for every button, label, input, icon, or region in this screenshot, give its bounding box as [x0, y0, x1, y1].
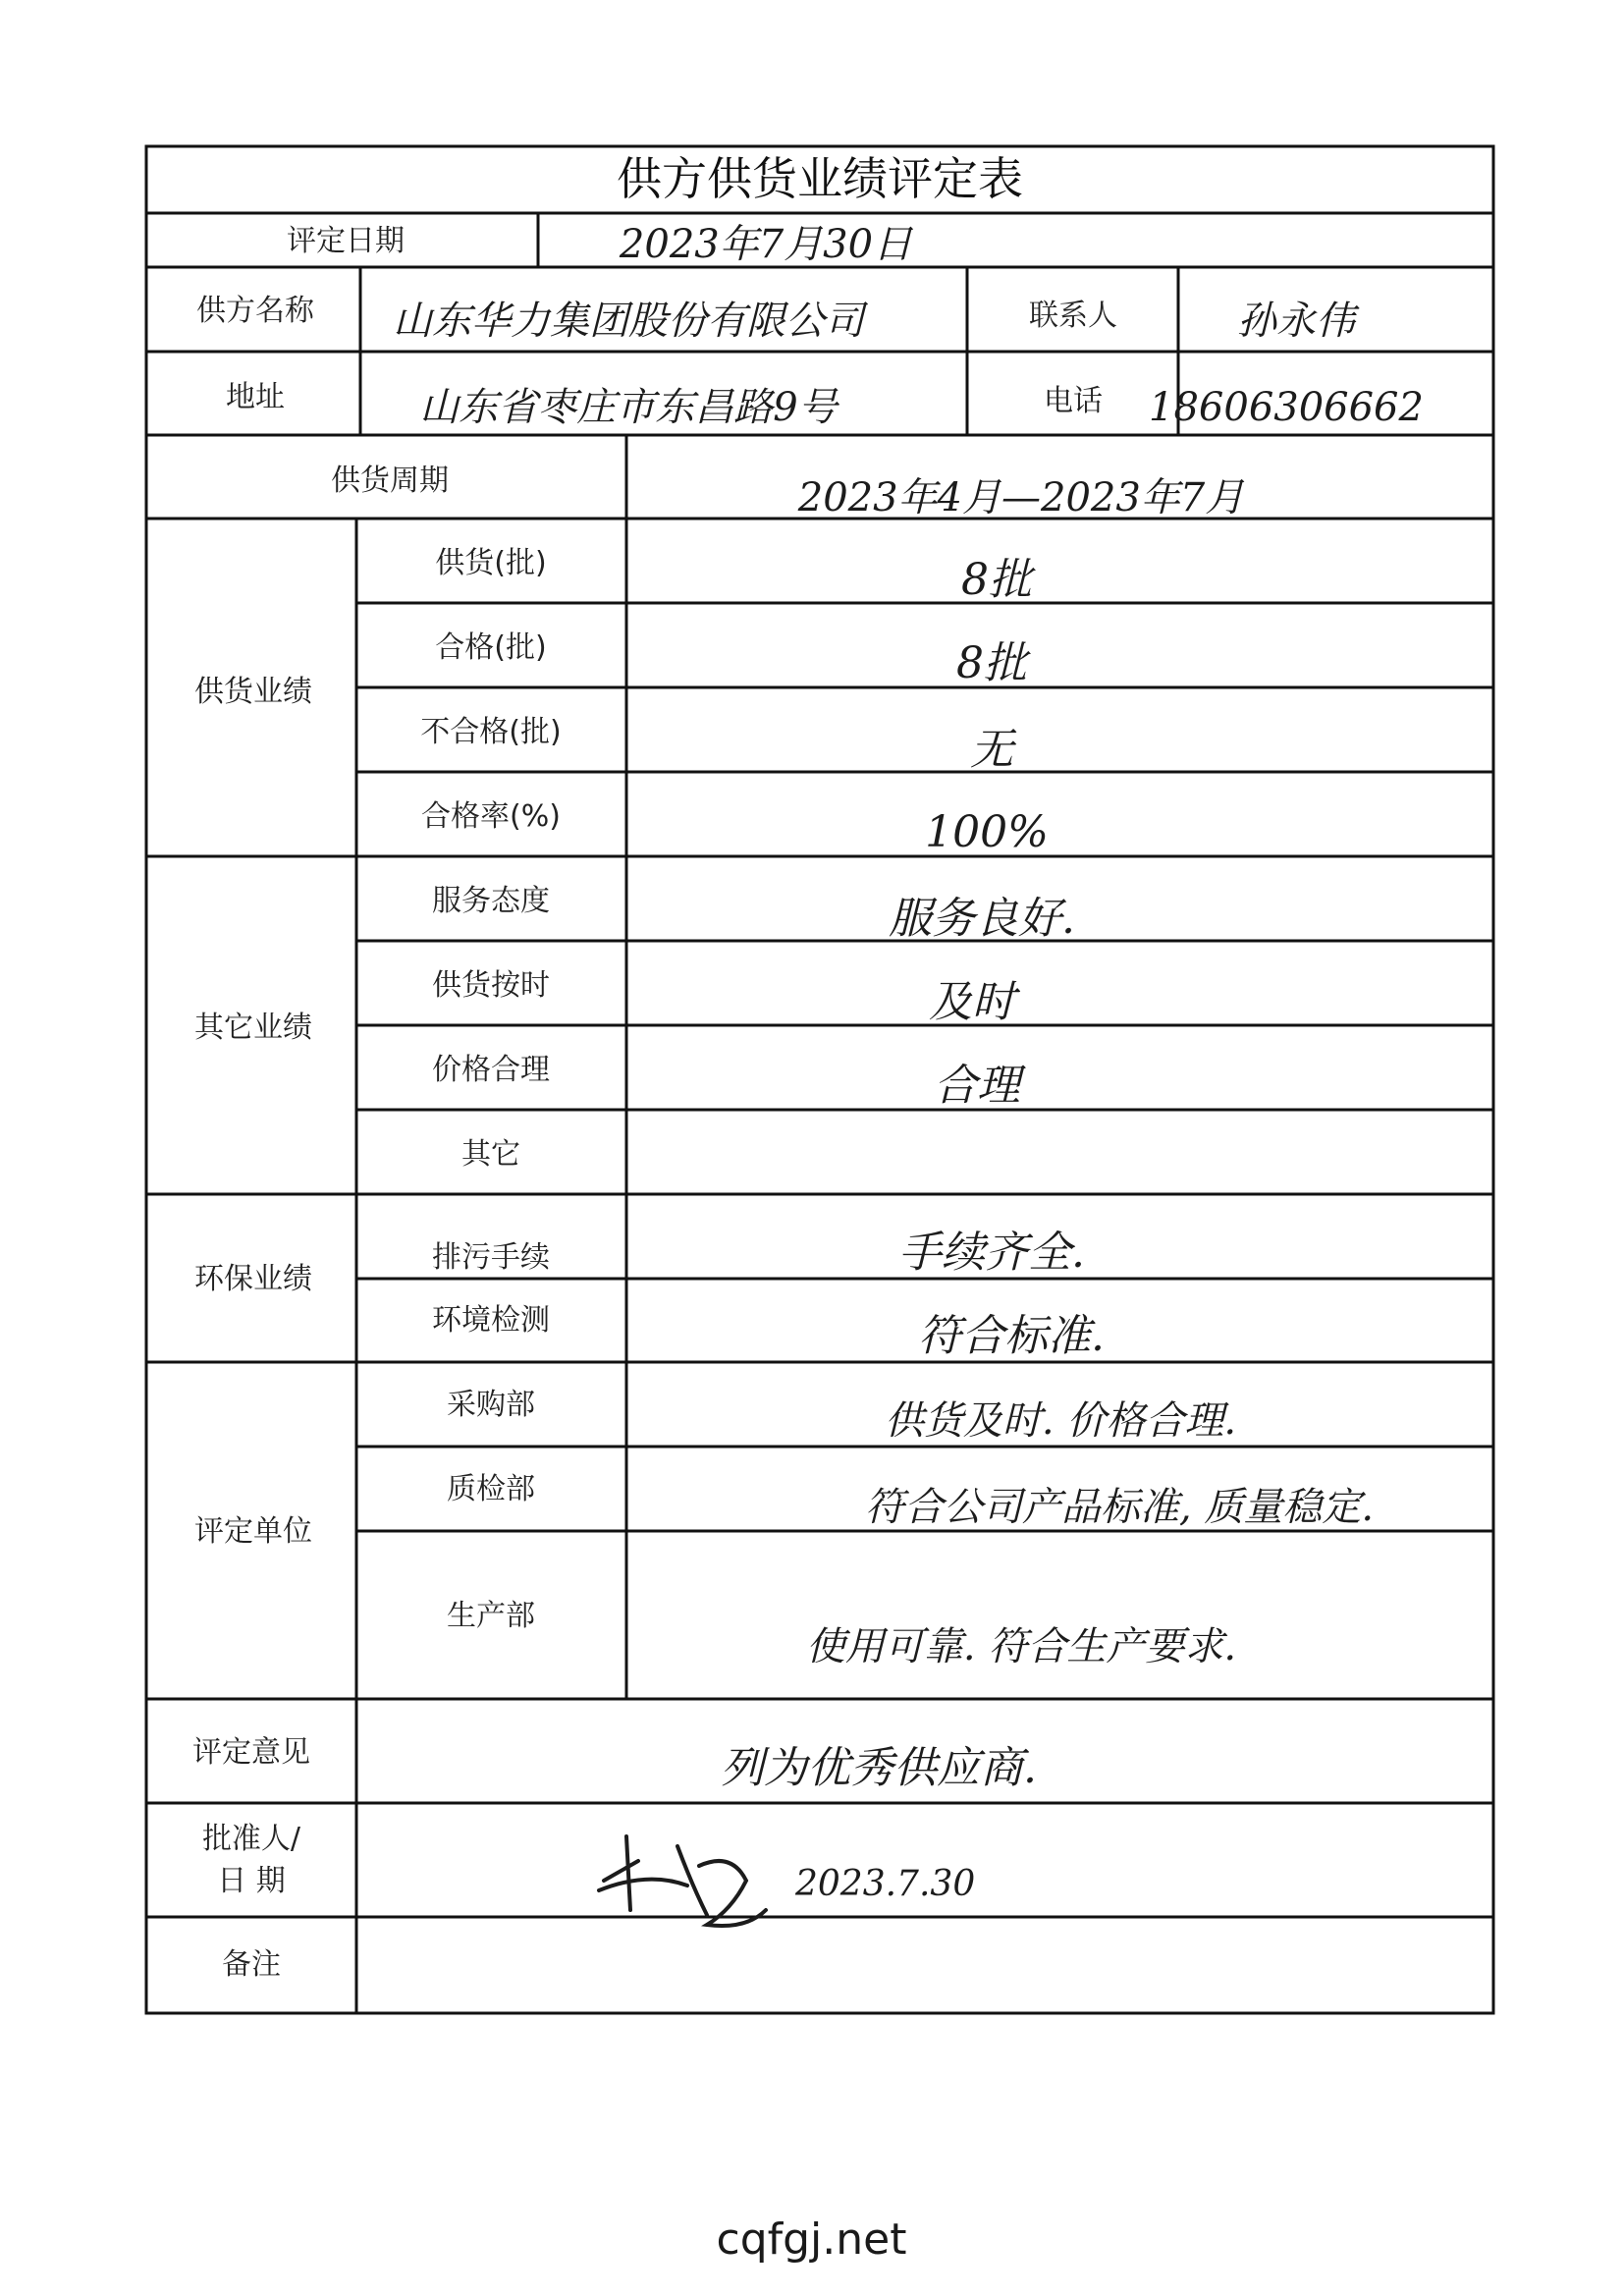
supplier-name-value: 山东华力集团股份有限公司 [393, 299, 864, 344]
supply-row-label: 不合格(批) [420, 715, 562, 749]
approver-label: 批准人/ [201, 1822, 301, 1856]
period-label: 供货周期 [331, 464, 449, 498]
address-label: 地址 [226, 380, 285, 414]
eval-date-label: 评定日期 [287, 224, 405, 258]
eval-date-value: 2023年7月30日 [619, 222, 913, 267]
env-row-label: 环境检测 [432, 1303, 550, 1338]
phone-value: 18606306662 [1149, 385, 1424, 430]
other-row-label: 服务态度 [432, 884, 550, 918]
other-row-label: 其它 [461, 1137, 520, 1172]
supply-row-value: 8批 [961, 555, 1032, 605]
supply-row-value: 100% [925, 807, 1049, 857]
unit-row-value: 使用可靠. 符合生产要求. [805, 1624, 1237, 1669]
supply-row-label: 供货(批) [435, 546, 547, 580]
footer-site: cqfgj.net [716, 2214, 907, 2265]
supply-row-value: 无 [970, 725, 1013, 775]
address-value: 山东省枣庄市东昌路9号 [419, 385, 838, 430]
approver-date-label: 日 期 [217, 1864, 286, 1898]
unit-row-value: 供货及时. 价格合理. [884, 1398, 1237, 1444]
period-value: 2023年4月—2023年7月 [797, 475, 1245, 520]
env-row-label: 排污手续 [432, 1240, 550, 1275]
unit-row-label: 生产部 [447, 1599, 535, 1633]
other-row-value: 服务良好. [889, 894, 1075, 944]
phone-label: 电话 [1044, 384, 1103, 418]
env-row-value: 手续齐全. [898, 1228, 1085, 1278]
supply-row-label: 合格(批) [435, 630, 547, 665]
other-group-label: 其它业绩 [194, 1011, 312, 1045]
unit-row-label: 质检部 [447, 1472, 535, 1506]
approver-signature [599, 1836, 766, 1926]
supply-row-value: 8批 [956, 638, 1027, 688]
env-group-label: 环保业绩 [194, 1262, 312, 1296]
other-row-value: 及时 [929, 977, 1015, 1027]
contact-value: 孙永伟 [1237, 299, 1355, 344]
contact-label: 联系人 [1029, 299, 1117, 333]
env-row-value: 符合标准. [918, 1311, 1105, 1361]
unit-row-label: 采购部 [447, 1388, 535, 1422]
supplier-name-label: 供方名称 [196, 294, 314, 328]
form-title: 供方供货业绩评定表 [617, 152, 1023, 205]
supply-group-label: 供货业绩 [194, 675, 312, 709]
supply-row-label: 合格率(%) [421, 799, 561, 834]
unit-group-label: 评定单位 [194, 1514, 312, 1549]
opinion-label: 评定意见 [192, 1735, 310, 1770]
opinion-value: 列为优秀供应商. [721, 1743, 1037, 1793]
other-row-value: 合理 [934, 1061, 1020, 1111]
approver-date-value: 2023.7.30 [795, 1864, 976, 1904]
unit-row-value: 符合公司产品标准, 质量稳定. [864, 1485, 1375, 1530]
remarks-label: 备注 [222, 1947, 281, 1982]
other-row-label: 价格合理 [432, 1053, 550, 1087]
other-row-label: 供货按时 [432, 968, 550, 1003]
